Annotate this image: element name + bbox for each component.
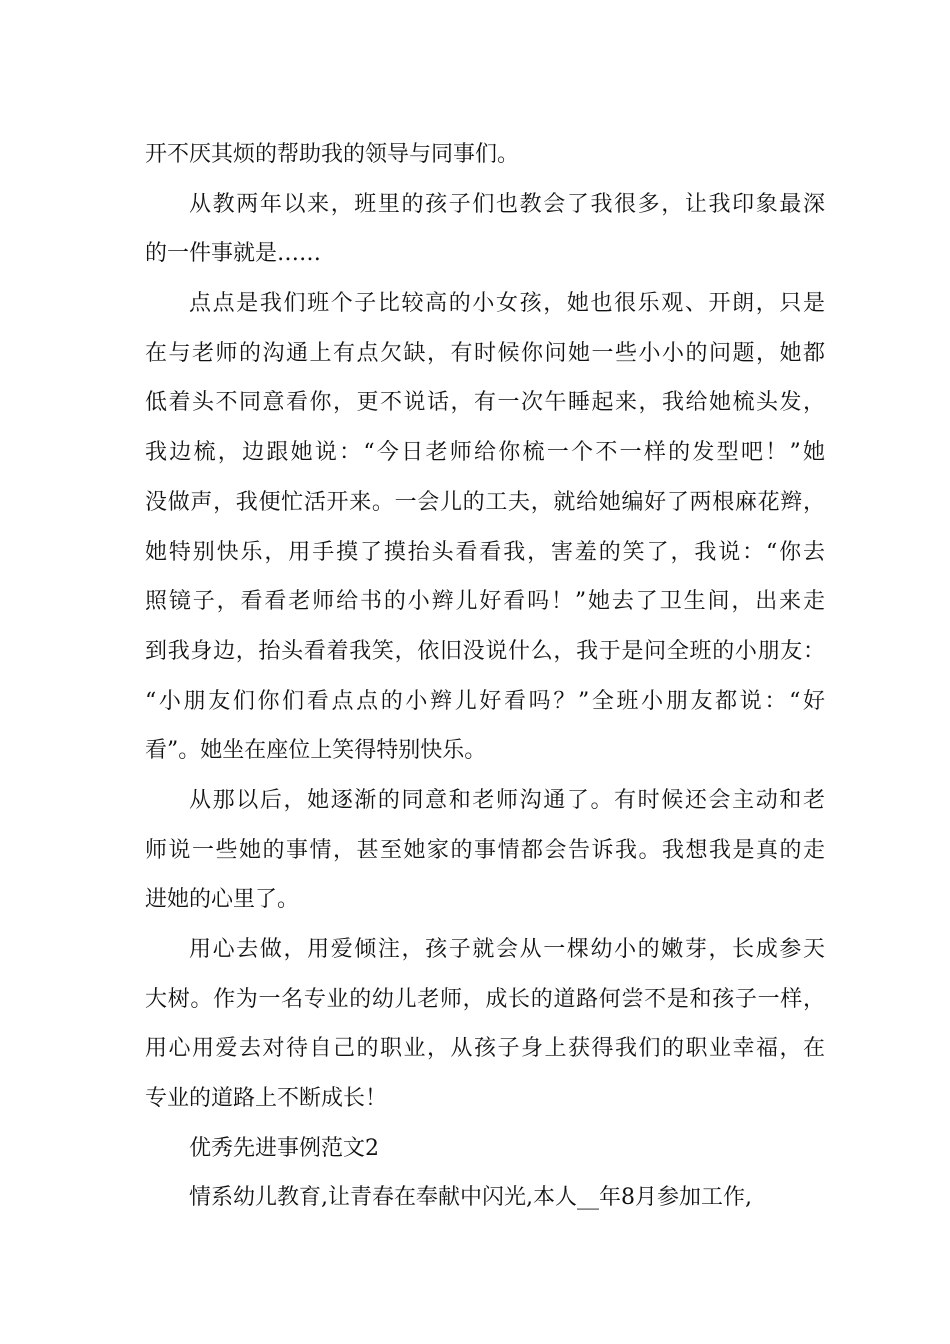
- text-line: 低着头不同意看你，更不说话，有一次午睡起来，我给她梳头发，: [145, 390, 825, 416]
- text-line: 看”。她坐在座位上笑得特别快乐。: [145, 738, 487, 764]
- text-line: 大树。作为一名专业的幼儿老师，成长的道路何尝不是和孩子一样，: [145, 986, 825, 1012]
- text-line: 在与老师的沟通上有点欠缺，有时候你问她一些小小的问题，她都: [145, 340, 825, 366]
- text-line: 专业的道路上不断成长！: [145, 1086, 388, 1112]
- text-line: “小朋友们你们看点点的小辫儿好看吗？”全班小朋友都说：“好: [145, 688, 825, 714]
- text-line: 从那以后，她逐渐的同意和老师沟通了。有时候还会主动和老: [189, 787, 825, 813]
- text-line: 照镜子，看看老师给书的小辫儿好看吗！”她去了卫生间，出来走: [145, 589, 825, 615]
- text-line: 到我身边，抬头看着我笑，依旧没说什么，我于是问全班的小朋友：: [145, 638, 825, 664]
- text-line: 情系幼儿教育,让青春在奉献中闪光,本人__年8月参加工作,: [189, 1185, 752, 1211]
- text-line: 开不厌其烦的帮助我的领导与同事们。: [145, 142, 520, 167]
- text-line: 用心用爱去对待自己的职业，从孩子身上获得我们的职业幸福，在: [145, 1036, 825, 1062]
- text-line: 从教两年以来，班里的孩子们也教会了我很多，让我印象最深: [189, 191, 825, 217]
- text-line: 进她的心里了。: [145, 887, 300, 913]
- text-line: 我边梳，边跟她说：“今日老师给你梳一个不一样的发型吧！”她: [145, 440, 825, 466]
- text-line: 点点是我们班个子比较高的小女孩，她也很乐观、开朗，只是: [189, 291, 825, 317]
- section-heading: 优秀先进事例范文2: [189, 1135, 379, 1161]
- document-body: [145, 130, 825, 1223]
- text-line: 用心去做，用爱倾注，孩子就会从一棵幼小的嫩芽，长成参天: [189, 937, 825, 962]
- text-line: 没做声，我便忙活开来。一会儿的工夫，就给她编好了两根麻花辫，: [145, 489, 825, 515]
- text-line: 师说一些她的事情，甚至她家的事情都会告诉我。我想我是真的走: [145, 837, 825, 863]
- text-line: 她特别快乐，用手摸了摸抬头看看我，害羞的笑了，我说：“你去: [145, 539, 825, 565]
- text-line: 的一件事就是……: [145, 241, 322, 267]
